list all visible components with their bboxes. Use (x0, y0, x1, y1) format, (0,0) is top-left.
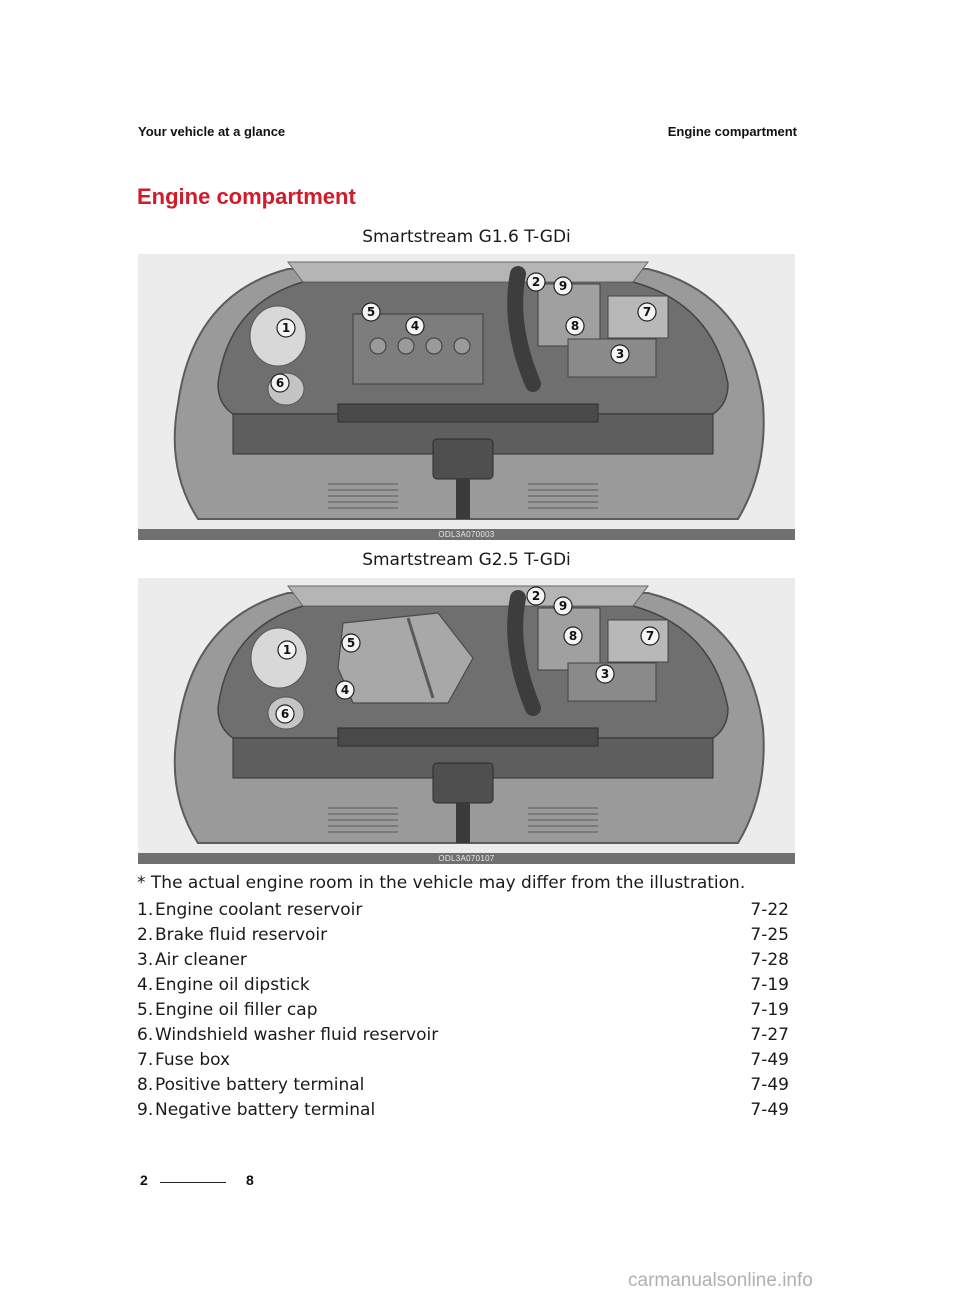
callout-7 (638, 303, 656, 321)
list-item (137, 948, 789, 973)
list-item (137, 1048, 789, 1073)
latch-post (456, 803, 470, 843)
callout-6 (276, 705, 294, 723)
callout-number: 8 (570, 319, 580, 333)
callout-number: 1 (281, 321, 291, 335)
callout-number: 7 (642, 305, 652, 319)
coolant-reservoir-shape (251, 628, 307, 688)
engine-illustration-g16 (138, 254, 795, 540)
callout-number: 9 (558, 279, 568, 293)
callout-7 (641, 627, 659, 645)
item-number: 6. (137, 1025, 154, 1045)
item-page-ref: 7-19 (750, 975, 789, 995)
open-hood (288, 262, 648, 282)
callout-number: 6 (275, 376, 285, 390)
air-intake-vent (338, 404, 598, 422)
callout-4 (406, 317, 424, 335)
callout-3 (596, 665, 614, 683)
hood-latch (433, 763, 493, 803)
footer-page-number: 8 (246, 1172, 254, 1188)
footer-chapter-number: 2 (140, 1172, 148, 1188)
cylinder-cap (426, 338, 442, 354)
item-number: 2. (137, 925, 154, 945)
running-header-topic: Engine compartment (667, 124, 797, 139)
figure-1-caption: Smartstream G1.6 T-GDi (362, 227, 571, 247)
component-list (137, 898, 789, 1123)
latch-post (456, 479, 470, 519)
item-page-ref: 7-49 (750, 1050, 789, 1070)
air-intake-vent (338, 728, 598, 746)
footer-divider (160, 1182, 226, 1183)
engine-illustration-g25 (138, 578, 795, 864)
cylinder-cap (454, 338, 470, 354)
callout-3 (611, 345, 629, 363)
list-item (137, 1073, 789, 1098)
item-label: Negative battery terminal (155, 1100, 376, 1120)
callout-number: 2 (531, 275, 541, 289)
open-hood (288, 586, 648, 606)
callout-2 (527, 273, 545, 291)
hood-latch (433, 439, 493, 479)
cylinder-cap (370, 338, 386, 354)
item-number: 3. (137, 950, 154, 970)
callout-number: 1 (282, 643, 292, 657)
callout-number: 2 (531, 589, 541, 603)
callout-number: 7 (645, 629, 655, 643)
callout-number: 8 (568, 629, 578, 643)
item-page-ref: 7-25 (750, 925, 789, 945)
item-number: 7. (137, 1050, 154, 1070)
callout-number: 9 (558, 599, 568, 613)
watermark: carmanualsonline.info (628, 1270, 813, 1291)
figure-2-code: ODL3A070107 (138, 853, 795, 864)
callout-number: 3 (615, 347, 625, 361)
callout-5 (362, 303, 380, 321)
callout-6 (271, 374, 289, 392)
callout-number: 5 (366, 305, 376, 319)
callout-9 (554, 597, 572, 615)
item-page-ref: 7-49 (750, 1075, 789, 1095)
item-label: Air cleaner (155, 950, 247, 970)
list-item (137, 1098, 789, 1123)
cylinder-cap (398, 338, 414, 354)
running-header-section: Your vehicle at a glance (138, 124, 286, 139)
item-label: Fuse box (155, 1050, 231, 1070)
item-number: 8. (137, 1075, 154, 1095)
item-label: Engine oil dipstick (155, 975, 310, 995)
item-label: Positive battery terminal (155, 1075, 365, 1095)
callout-number: 3 (600, 667, 610, 681)
item-label: Engine coolant reservoir (155, 900, 363, 920)
item-number: 9. (137, 1100, 154, 1120)
list-item (137, 998, 789, 1023)
list-item (137, 973, 789, 998)
callout-8 (566, 317, 584, 335)
page-title: Engine compartment (137, 184, 356, 209)
item-number: 1. (137, 900, 154, 920)
callout-9 (554, 277, 572, 295)
list-item (137, 923, 789, 948)
fuse-box-shape (608, 620, 668, 662)
callout-2 (527, 587, 545, 605)
callout-5 (342, 634, 360, 652)
fuse-box-shape (608, 296, 668, 338)
item-number: 5. (137, 1000, 154, 1020)
callout-number: 5 (346, 636, 356, 650)
item-label: Windshield washer fluid reservoir (155, 1025, 439, 1045)
item-label: Engine oil filler cap (155, 1000, 318, 1020)
callout-1 (277, 319, 295, 337)
figure-2-caption: Smartstream G2.5 T-GDi (362, 550, 571, 570)
item-number: 4. (137, 975, 154, 995)
callout-number: 4 (340, 683, 350, 697)
illustration-note: * The actual engine room in the vehicle may differ from the illustration. (137, 873, 746, 893)
list-item (137, 1023, 789, 1048)
callout-8 (564, 627, 582, 645)
item-page-ref: 7-27 (750, 1025, 789, 1045)
item-page-ref: 7-22 (750, 900, 789, 920)
item-page-ref: 7-49 (750, 1100, 789, 1120)
callout-4 (336, 681, 354, 699)
item-label: Brake fluid reservoir (155, 925, 328, 945)
callout-1 (278, 641, 296, 659)
figure-1-code: ODL3A070003 (138, 529, 795, 540)
coolant-reservoir-shape (250, 306, 306, 366)
list-item (137, 898, 789, 923)
callout-number: 6 (280, 707, 290, 721)
callout-number: 4 (410, 319, 420, 333)
item-page-ref: 7-19 (750, 1000, 789, 1020)
item-page-ref: 7-28 (750, 950, 789, 970)
